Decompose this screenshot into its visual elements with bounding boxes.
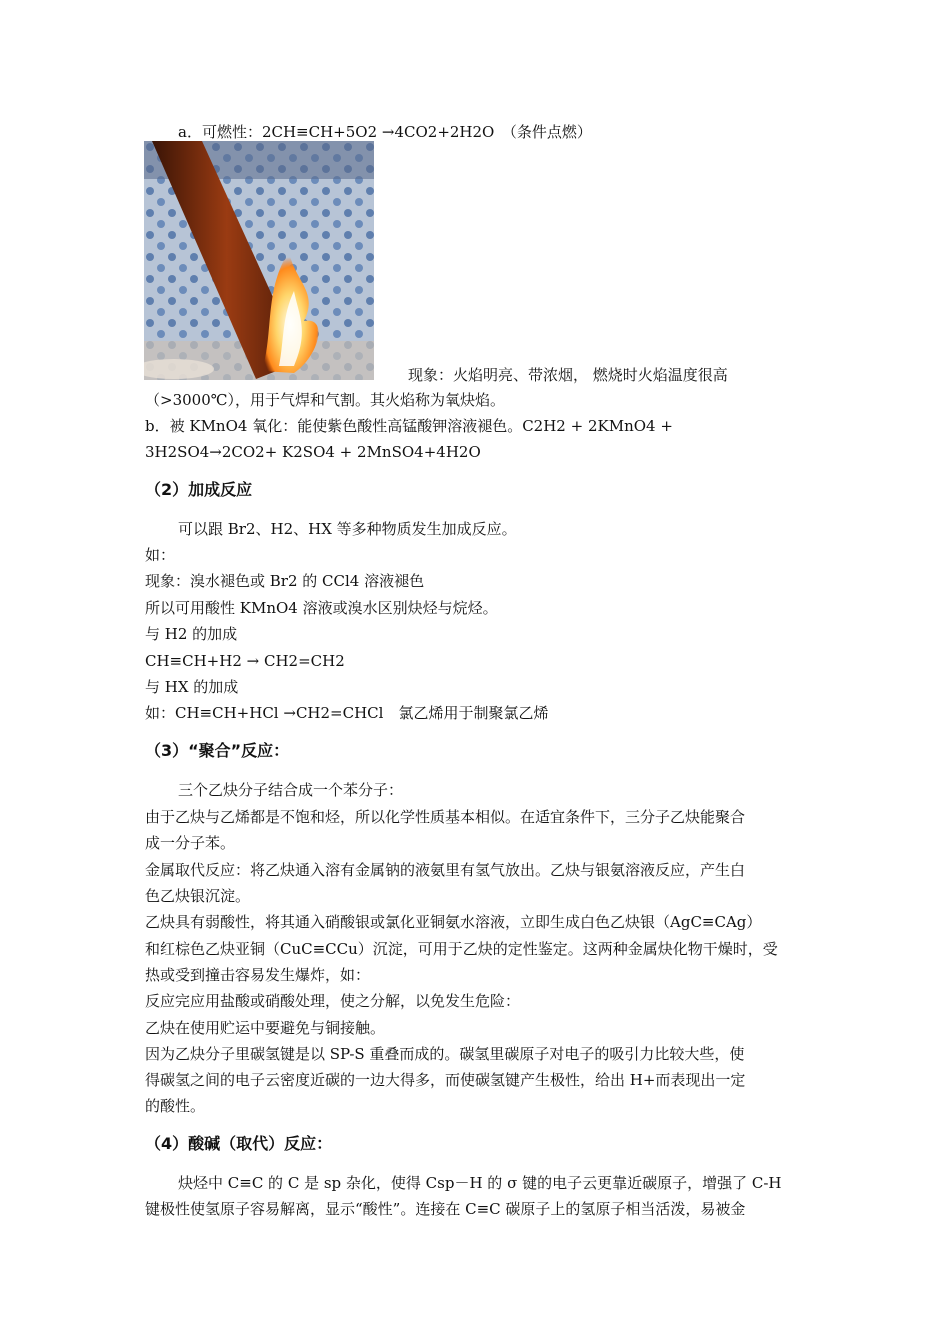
text-line: 现象：溴水褪色或 Br2 的 CCl4 溶液褪色 [145,572,425,590]
text-line: 因为乙炔分子里碳氢键是以 SP-S 重叠而成的。碳氢里碳原子对电子的吸引力比较大些，使 [145,1045,745,1063]
text-line: 乙炔具有弱酸性，将其通入硝酸银或氯化亚铜氨水溶液，立即生成白色乙炔银（AgC≡CAg） [145,913,762,931]
combustion-equation: a．可燃性：2CH≡CH+5O2 →4CO2+2H2O （条件点燃） [178,123,592,141]
text-line: 与 HX 的加成 [145,678,239,696]
text-line: 的酸性。 [145,1097,206,1115]
text-line: 如： [145,546,176,564]
section-heading-acid-base: （4）酸碱（取代）反应： [145,1134,333,1153]
text-line: 由于乙炔与乙烯都是不饱和烃，所以化学性质基本相似。在适宜条件下，三分子乙炔能聚合 [145,808,746,826]
text-line: （>3000℃），用于气焊和气割。其火焰称为氧炔焰。 [145,391,506,409]
text-line: 3H2SO4→2CO2+ K2SO4 + 2MnSO4+4H2O [145,443,481,461]
text-line: 键极性使氢原子容易解离，显示“酸性”。连接在 C≡C 碳原子上的氢原子相当活泼，易被金 [145,1200,746,1218]
text-line: 金属取代反应：将乙炔通入溶有金属钠的液氨里有氢气放出。乙炔与银氨溶液反应，产生白 [145,861,746,879]
text-line: 可以跟 Br2、H2、HX 等多种物质发生加成反应。 [178,520,517,538]
text-line: 成一分子苯。 [145,834,236,852]
text-line: 乙炔在使用贮运中要避免与铜接触。 [145,1019,386,1037]
text-line: 三个乙炔分子结合成一个苯分子： [178,781,404,799]
text-line: 炔烃中 C≡C 的 C 是 sp 杂化，使得 Csp－H 的 σ 键的电子云更靠近碳原子，增强了 C-H [178,1174,782,1192]
section-heading-polymerization: （3）“聚合”反应： [145,741,290,760]
text-line: 和红棕色乙炔亚铜（CuC≡CCu）沉淀，可用于乙炔的定性鉴定。这两种金属炔化物干燥时，受 [145,940,778,958]
text-line: 反应完应用盐酸或硝酸处理，使之分解，以免发生危险： [145,992,521,1010]
text-line: 得碳氢之间的电子云密度近碳的一边大得多，而使碳氢键产生极性，给出 H+而表现出一定 [145,1071,746,1089]
acetylene-flame-photo [144,141,374,380]
section-heading-addition: （2）加成反应 [145,480,253,499]
text-line: 热或受到撞击容易发生爆炸，如： [145,966,371,984]
flame-phenomenon: 现象：火焰明亮、带浓烟， 燃烧时火焰温度很高 [408,366,728,384]
text-line: b．被 KMnO4 氧化：能使紫色酸性高锰酸钾溶液褪色。C2H2 + 2KMnO4 + [145,417,673,435]
text-line: 色乙炔银沉淀。 [145,887,251,905]
text-line: 所以可用酸性 KMnO4 溶液或溴水区别炔烃与烷烃。 [145,599,498,617]
text-line: CH≡CH+H2 → CH2=CH2 [145,652,345,670]
text-line: 如：CH≡CH+HCl →CH2=CHCl 氯乙烯用于制聚氯乙烯 [145,704,549,722]
text-line: 与 H2 的加成 [145,625,238,643]
